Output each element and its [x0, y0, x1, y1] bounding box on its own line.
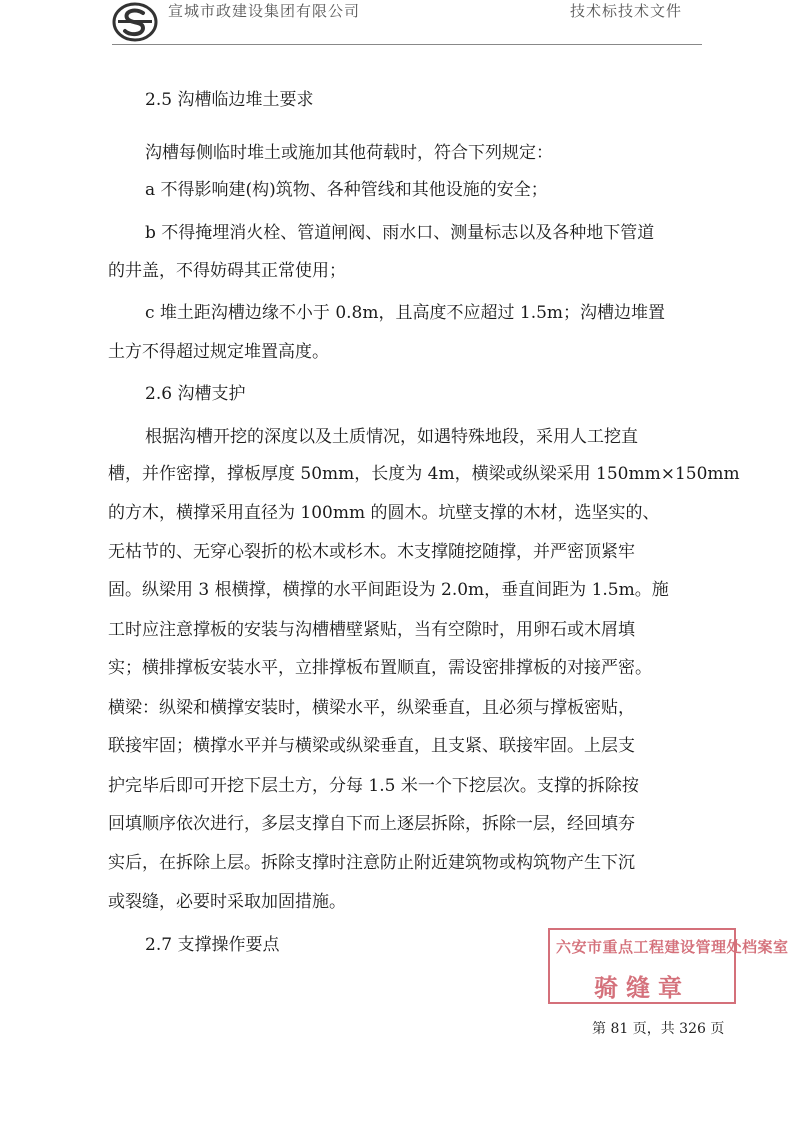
paragraph-line: 回填顺序依次进行，多层支撑自下而上逐层拆除，拆除一层，经回填夯 — [108, 814, 635, 834]
stamp-org: 六安市重点工程建设管理处档案室 — [556, 938, 789, 956]
paragraph-line: a 不得影响建(构)筑物、各种管线和其他设施的安全； — [145, 180, 548, 200]
paragraph-line: 实后，在拆除上层。拆除支撑时注意防止附近建筑物或构筑物产生下沉 — [108, 853, 635, 873]
page-header — [0, 0, 793, 46]
section-heading: 2.5 沟槽临边堆土要求 — [145, 90, 314, 110]
paragraph-line: 横梁：纵梁和横撑安装时，横梁水平，纵梁垂直，且必须与撑板密贴， — [108, 698, 635, 718]
section-heading: 2.6 沟槽支护 — [145, 384, 246, 404]
paragraph-line: c 堆土距沟槽边缘不小于 0.8m，且高度不应超过 1.5m；沟槽边堆置 — [145, 303, 666, 323]
paragraph-line: 无枯节的、无穿心裂折的松木或杉木。木支撑随挖随撑，并严密顶紧牢 — [108, 542, 635, 562]
paragraph-line: 联接牢固；横撑水平并与横梁或纵梁垂直，且支紧、联接牢固。上层支 — [108, 736, 635, 756]
paragraph-line: 土方不得超过规定堆置高度。 — [108, 342, 329, 362]
paragraph-line: 或裂缝，必要时采取加固措施。 — [108, 892, 346, 912]
company-logo-icon — [112, 2, 158, 42]
page-number: 第 81 页，共 326 页 — [592, 1021, 725, 1037]
paragraph-line: 实；横排撑板安装水平，立排撑板布置顺直，需设密排撑板的对接严密。 — [108, 658, 652, 678]
paragraph-line: 的方木，横撑采用直径为 100mm 的圆木。坑壁支撑的木材，选坚实的、 — [108, 503, 660, 523]
paragraph-line: 护完毕后即可开挖下层土方，分每 1.5 米一个下挖层次。支撑的拆除按 — [108, 776, 639, 796]
paragraph-line: 固。纵梁用 3 根横撑，横撑的水平间距设为 2.0m，垂直间距为 1.5m。施 — [108, 580, 669, 600]
company-name: 宣城市政建设集团有限公司 — [168, 2, 361, 20]
document-type: 技术标技术文件 — [570, 2, 683, 20]
paragraph-line: 工时应注意撑板的安装与沟槽槽壁紧贴，当有空隙时，用卵石或木屑填 — [108, 620, 635, 640]
paragraph-line: 根据沟槽开挖的深度以及土质情况，如遇特殊地段，采用人工挖直 — [145, 427, 638, 447]
header-divider — [112, 44, 702, 45]
paragraph-line: 槽，并作密撑，撑板厚度 50mm，长度为 4m，横梁或纵梁采用 150mm×150mm — [108, 464, 740, 484]
stamp-label: 骑缝章 — [594, 973, 690, 1002]
seal-stamp — [548, 928, 789, 1004]
paragraph-line: 的井盖，不得妨碍其正常使用； — [108, 261, 346, 281]
paragraph-line: 沟槽每侧临时堆土或施加其他荷载时，符合下列规定： — [145, 143, 553, 163]
paragraph-line: b 不得掩埋消火栓、管道闸阀、雨水口、测量标志以及各种地下管道 — [145, 223, 655, 243]
section-heading: 2.7 支撑操作要点 — [145, 935, 280, 955]
